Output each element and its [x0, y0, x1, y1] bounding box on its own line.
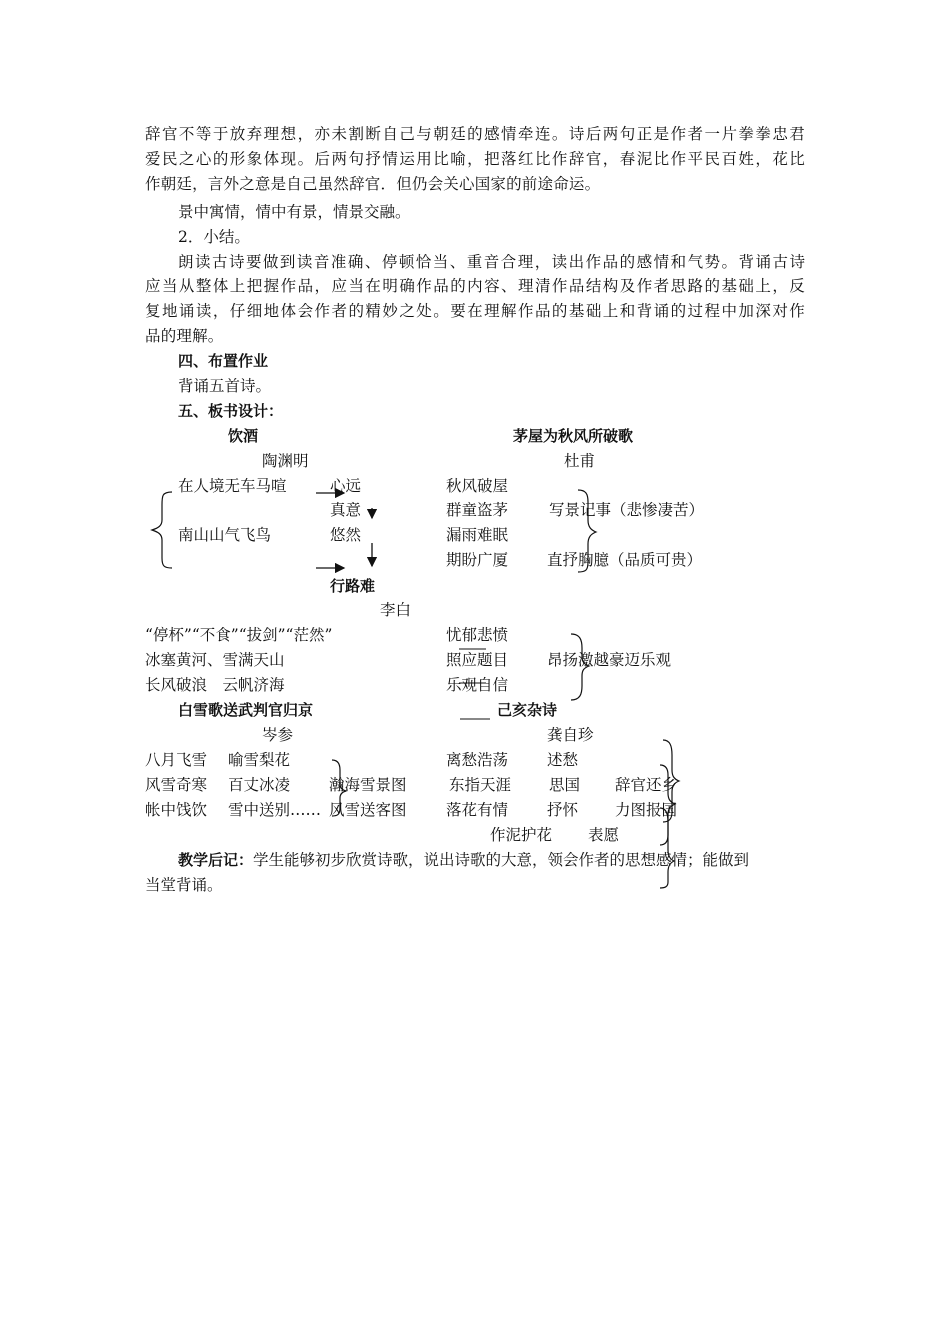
jihai-note-2: 力图报国	[615, 801, 678, 819]
intro-line-2: 爱民之心的形象体现。后两句抒情运用比喻，把落红比作辞官，春泥比作平民百姓，花比	[145, 150, 805, 168]
conclusion-paragraph	[145, 274, 805, 349]
xinglunan-left-2: 冰塞黄河、雪满天山	[145, 651, 285, 669]
xinglunan-title: 行路难	[330, 577, 376, 595]
jihai-row-4-b: 表愿	[588, 826, 620, 844]
homework-heading: 四、布置作业	[178, 352, 269, 370]
maowu-item-3: 漏雨难眠	[446, 526, 509, 544]
baixuege-row-2-b: 百丈冰凌	[228, 776, 291, 794]
postscript-line-1	[178, 850, 805, 870]
xinglunan-right-1: 忧郁悲愤	[446, 626, 509, 644]
yinjiu-left-1: 在人境无车马喧	[178, 477, 287, 495]
xinglunan-left-1: “停杯”“不食”“拔剑”“茫然”	[145, 626, 333, 644]
jihai-row-4-a: 作泥护花	[490, 826, 553, 844]
baixuege-note-1: 瀚海雪景图	[329, 776, 407, 794]
postscript-label: 教学后记：	[178, 851, 254, 869]
intro-line-1: 辞官不等于放弃理想，亦未割断自己与朝廷的感情牵连。诗后两句正是作者一片拳拳忠君	[145, 125, 805, 143]
baixuege-author: 岑参	[262, 726, 294, 744]
yinjiu-mid-1: 心远	[330, 477, 362, 495]
conclusion-line-4: 品的理解。	[145, 327, 224, 345]
intro-paragraph	[145, 122, 805, 197]
board-heading: 五、板书设计：	[178, 402, 284, 420]
jihai-brace-lower	[660, 808, 674, 888]
conclusion-line-2: 应当从整体上把握作品，应当在明确作品的内容、理清作品结构及作者思路的基础上，反	[145, 277, 805, 295]
yinjiu-mid-2: 真意	[330, 501, 362, 519]
yinjiu-left-2: 南山山气飞鸟	[178, 526, 272, 544]
jihai-note-1: 辞官还乡	[615, 776, 678, 794]
jihai-row-1-b: 述愁	[547, 751, 579, 769]
yinjiu-title: 饮酒	[228, 427, 259, 445]
maowu-author: 杜甫	[564, 452, 596, 470]
postscript-line-2: 当堂背诵。	[145, 876, 223, 894]
maowu-item-4: 期盼广厦	[446, 551, 509, 569]
conclusion-line-3: 复地诵读，仔细地体会作者的精妙之处。要在理解作品的基础上和背诵的过程中加深对作	[145, 302, 805, 320]
postscript-text-1: 学生能够初步欣赏诗歌，说出诗歌的大意，领会作者的思想感情；能做到	[253, 851, 750, 869]
maowu-item-1: 秋风破屋	[446, 477, 509, 495]
yinjiu-author: 陶渊明	[262, 452, 309, 470]
xinglunan-right-2: 照应题目	[446, 651, 509, 669]
jihai-row-1-a: 离愁浩荡	[446, 751, 509, 769]
conclusion-heading: 2．小结。	[178, 228, 250, 246]
intro-line-3: 作朝廷，言外之意是自己虽然辞官．但仍会关心国家的前途命运。	[145, 175, 601, 193]
jihai-row-3-b: 抒怀	[547, 801, 579, 819]
maowu-note-1: 写景记事（悲惨凄苦）	[549, 501, 705, 519]
yinjiu-left-brace	[152, 492, 172, 568]
summary-line: 景中寓情，情中有景，情景交融。	[178, 203, 411, 221]
homework-text: 背诵五首诗。	[178, 377, 272, 395]
jihai-author: 龚自珍	[547, 726, 594, 744]
baixuege-row-3-a: 帐中饯饮	[145, 801, 208, 819]
baixuege-row-2-a: 风雪奇寒	[145, 776, 208, 794]
xinglunan-left-3: 长风破浪 云帆济海	[145, 676, 285, 694]
yinjiu-mid-3: 悠然	[330, 526, 362, 544]
jihai-row-3-a: 落花有情	[446, 801, 509, 819]
maowu-item-2: 群童盗茅	[446, 501, 509, 519]
xinglunan-author: 李白	[380, 601, 412, 619]
xinglunan-note: 昂扬激越豪迈乐观	[547, 651, 672, 669]
jihai-row-2-a: 东指天涯	[449, 776, 512, 794]
baixuege-row-1-a: 八月飞雪	[145, 751, 208, 769]
jihai-row-2-b: 思国	[549, 776, 581, 794]
baixuege-row-1-b: 喻雪梨花	[228, 751, 291, 769]
baixuege-title: 白雪歌送武判官归京	[178, 701, 314, 719]
baixuege-note-2: 风雪送客图	[329, 801, 407, 819]
conclusion-line-1: 朗读古诗要做到读音准确、停顿恰当、重音合理，读出作品的感情和气势。背诵古诗	[178, 253, 805, 271]
maowu-title: 茅屋为秋风所破歌	[513, 427, 634, 445]
maowu-note-2: 直抒胸臆（品质可贵）	[547, 551, 703, 569]
baixuege-row-3-b: 雪中送别……	[228, 801, 322, 819]
xinglunan-right-3: 乐观自信	[446, 676, 509, 694]
jihai-title: 己亥杂诗	[497, 701, 558, 719]
